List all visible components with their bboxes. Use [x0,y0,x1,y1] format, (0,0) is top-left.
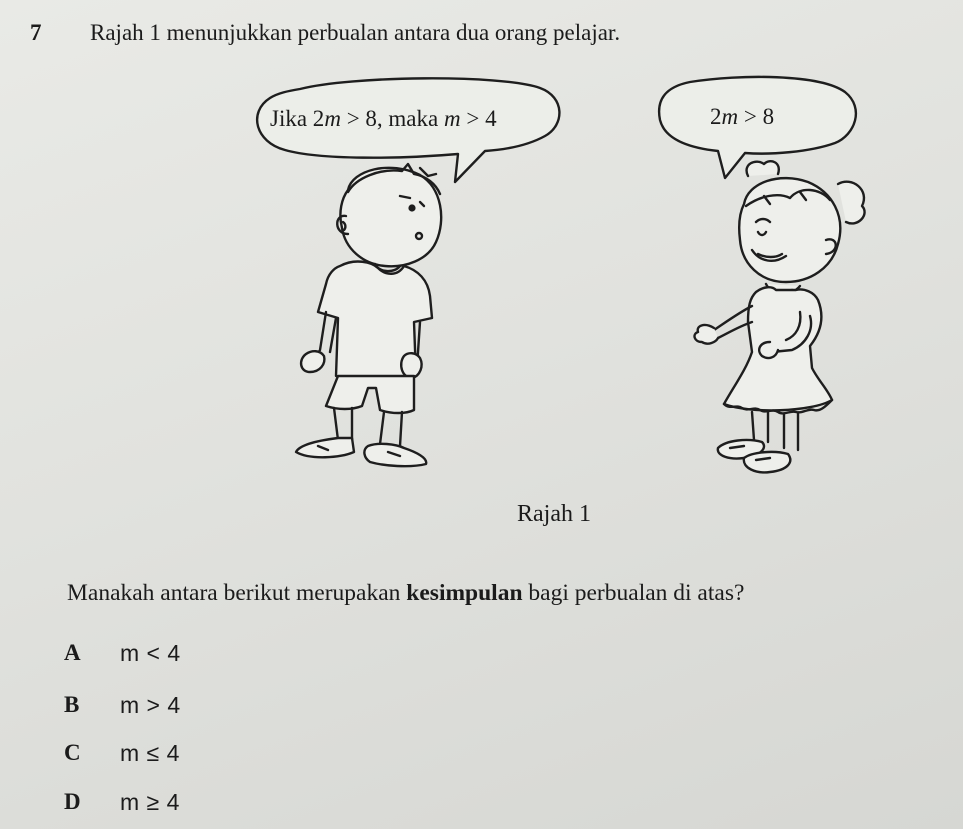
option-value: m ≤ 4 [120,739,180,766]
boy-bubble-var1: m [324,106,341,131]
prompt-text-after: bagi perbualan di atas? [522,580,745,606]
option-value: m > 4 [120,691,181,718]
svg-text:Jika 2m > 8, maka m > 4 [270,106,497,131]
girl-bubble-suffix: > 8 [738,104,775,129]
question-number: 7 [30,20,42,45]
boy-bubble-suffix: > 4 [460,106,497,131]
question-prompt [67,580,744,607]
option-letter: A [64,640,81,665]
option-letter: C [64,740,81,765]
option-letter: D [64,789,81,814]
boy-figure [296,164,441,466]
boy-bubble-middle: > 8, maka [340,106,444,131]
girl-bubble-var: m [721,104,739,129]
prompt-text-bold: kesimpulan [406,580,523,606]
boy-bubble-var2: m [443,106,461,131]
girl-figure [695,161,865,472]
girl-bubble-prefix: 2 [710,104,722,129]
option-letter: B [64,692,80,717]
option-b[interactable] [64,685,181,725]
option-value: m < 4 [120,639,181,666]
option-c[interactable] [64,733,180,773]
boy-bubble-prefix: Jika 2 [270,106,325,131]
question-text: Rajah 1 menunjukkan perbualan antara dua orang pelajar. [90,20,621,45]
figure-caption: Rajah 1 [517,501,591,527]
svg-text:2m > 8 [710,104,774,129]
prompt-text-before: Manakah antara berikut merupakan [67,580,407,606]
option-a[interactable] [64,633,181,673]
option-d[interactable] [64,782,180,822]
option-value: m ≥ 4 [120,788,180,815]
